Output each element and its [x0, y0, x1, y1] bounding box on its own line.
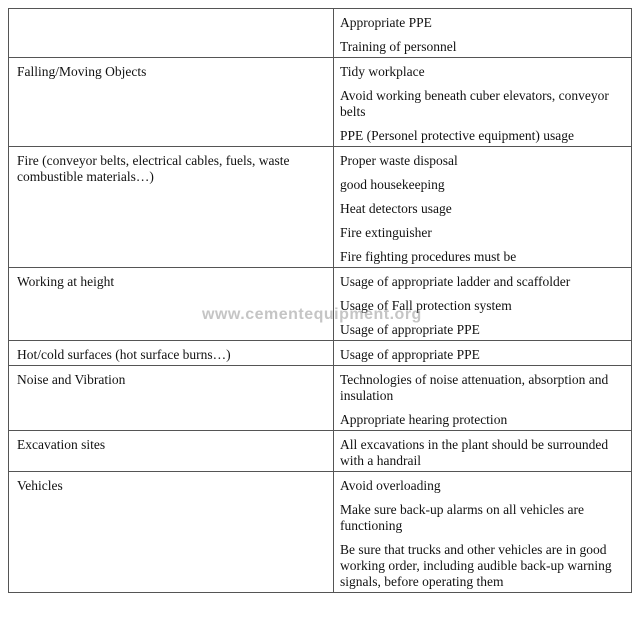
hazard-label: Excavation sites — [17, 437, 106, 452]
table-row — [9, 9, 632, 58]
control-measure: Avoid working beneath cuber elevators, conveyor belts — [340, 88, 609, 119]
table-row — [9, 58, 632, 147]
hazard-table — [8, 8, 632, 593]
hazard-cell — [9, 147, 334, 268]
table-row — [9, 147, 632, 268]
hazard-cell — [9, 268, 334, 341]
measures-cell — [334, 268, 632, 341]
control-measure: Make sure back-up alarms on all vehicles are functioning — [340, 502, 585, 533]
table-row — [9, 472, 632, 593]
hazard-cell — [9, 341, 334, 366]
control-measure: Appropriate PPE — [340, 15, 432, 30]
control-measure: Avoid overloading — [340, 478, 441, 493]
table-row — [9, 431, 632, 472]
hazard-label — [9, 9, 333, 15]
hazard-label: Falling/Moving Objects — [17, 64, 147, 79]
control-measure: good housekeeping — [340, 177, 445, 192]
control-measure: Fire fighting procedures must be — [340, 249, 517, 264]
measures-cell — [334, 9, 632, 58]
control-measure: Fire extinguisher — [340, 225, 432, 240]
hazard-cell — [9, 9, 334, 58]
control-measure: Usage of Fall protection system — [340, 298, 512, 313]
measures-cell — [334, 147, 632, 268]
control-measure: Technologies of noise attenuation, absorption and insulation — [340, 372, 609, 403]
control-measure: PPE (Personel protective equipment) usage — [340, 128, 574, 143]
hazard-cell — [9, 431, 334, 472]
control-measure: Be sure that trucks and other vehicles are in good working order, including audible back-up warning signals, before operating them — [340, 542, 612, 589]
measures-cell — [334, 431, 632, 472]
hazard-label: Working at height — [17, 274, 115, 289]
hazard-label: Fire (conveyor belts, electrical cables, fuels, waste combustible materials…) — [17, 153, 290, 184]
hazard-cell — [9, 58, 334, 147]
control-measure: Heat detectors usage — [340, 201, 452, 216]
control-measure: Appropriate hearing protection — [340, 412, 508, 427]
measures-cell — [334, 58, 632, 147]
control-measure: Training of personnel — [340, 39, 457, 54]
table-row — [9, 341, 632, 366]
measures-cell — [334, 472, 632, 593]
hazard-label: Noise and Vibration — [17, 372, 126, 387]
control-measure: Tidy workplace — [340, 64, 425, 79]
control-measure: Usage of appropriate PPE — [340, 347, 480, 362]
control-measure: Usage of appropriate ladder and scaffolder — [340, 274, 571, 289]
measures-cell — [334, 366, 632, 431]
control-measure: Usage of appropriate PPE — [340, 322, 480, 337]
control-measure: All excavations in the plant should be surrounded with a handrail — [340, 437, 609, 468]
table-row — [9, 366, 632, 431]
control-measure: Proper waste disposal — [340, 153, 458, 168]
table-row — [9, 268, 632, 341]
measures-cell — [334, 341, 632, 366]
watermark: www.cementequipment.org — [202, 306, 422, 323]
hazard-label: Hot/cold surfaces (hot surface burns…) — [17, 347, 231, 362]
hazard-cell — [9, 472, 334, 593]
hazard-label: Vehicles — [17, 478, 63, 493]
hazard-cell — [9, 366, 334, 431]
